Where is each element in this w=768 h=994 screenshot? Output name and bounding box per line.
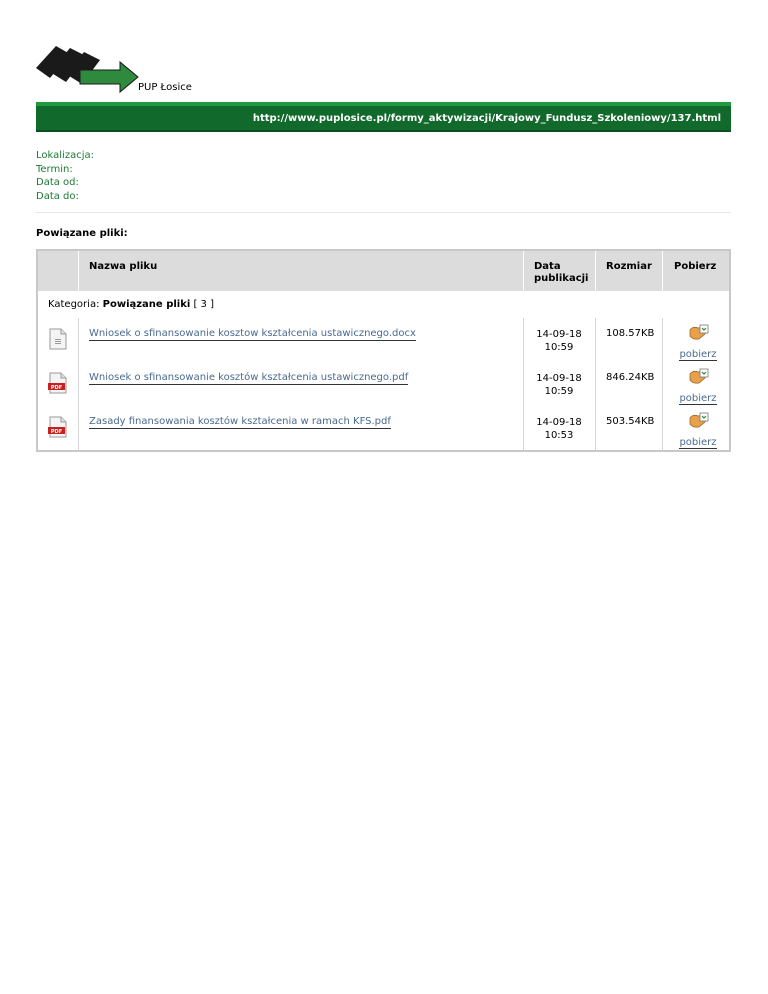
meta-term: Termin: <box>36 163 73 175</box>
download-icon[interactable] <box>687 324 709 342</box>
pdf-file-icon <box>48 416 68 438</box>
table-row <box>38 406 729 450</box>
cell-divider <box>662 406 663 450</box>
download-button[interactable] <box>674 368 722 405</box>
download-link[interactable]: pobierz <box>679 393 717 404</box>
table-header <box>38 251 729 291</box>
cell-divider <box>595 318 596 362</box>
download-icon[interactable] <box>687 368 709 386</box>
file-size: 108.57KB <box>606 328 655 339</box>
cell-divider <box>523 406 524 450</box>
table-row <box>38 362 729 406</box>
cell-divider <box>595 362 596 406</box>
doc-file-icon <box>48 328 68 350</box>
column-header-download: Pobierz <box>674 261 717 272</box>
cell-divider <box>78 406 79 450</box>
download-button[interactable] <box>674 324 722 361</box>
publication-date <box>526 416 592 442</box>
category-name: Powiązane pliki <box>102 299 191 310</box>
svg-text:PDF: PDF <box>50 428 63 435</box>
header-divider <box>523 251 524 291</box>
cell-divider <box>595 406 596 450</box>
time-value: 10:59 <box>544 386 574 397</box>
publication-date <box>526 328 592 354</box>
meta-date-from: Data od: <box>36 177 79 188</box>
event-meta <box>36 149 94 203</box>
time-value: 10:59 <box>544 342 574 353</box>
page-url: http://www.puplosice.pl/formy_aktywizacji/Krajowy_Fundusz_Szkoleniowy/137.html <box>252 113 721 124</box>
file-link[interactable]: Wniosek o sfinansowanie kosztow kształcenia ustawicznego.docx <box>89 328 416 339</box>
svg-text:PDF: PDF <box>50 384 63 391</box>
related-files-title: Powiązane pliki: <box>36 228 128 239</box>
category-row <box>48 299 214 310</box>
time-value: 10:53 <box>544 430 574 441</box>
column-header-date: Data publikacji <box>534 261 589 284</box>
cell-divider <box>78 318 79 362</box>
cell-divider <box>662 318 663 362</box>
header-divider <box>78 251 79 291</box>
url-banner <box>36 102 731 132</box>
meta-location: Lokalizacja: <box>36 150 94 161</box>
category-count: [ 3 ] <box>193 299 214 310</box>
cell-divider <box>523 318 524 362</box>
pdf-file-icon <box>48 372 68 394</box>
file-link[interactable]: Wniosek o sfinansowanie kosztów kształcenia ustawicznego.pdf <box>89 372 409 383</box>
download-icon[interactable] <box>687 412 709 430</box>
date-value: 14-09-18 <box>536 417 582 428</box>
meta-date-to: Data do: <box>36 190 79 202</box>
table-row <box>38 318 729 362</box>
date-value: 14-09-18 <box>536 329 582 340</box>
file-link[interactable]: Zasady finansowania kosztów kształcenia w ramach KFS.pdf <box>89 416 391 427</box>
column-header-size: Rozmiar <box>606 261 652 272</box>
publication-date <box>526 372 592 398</box>
cell-divider <box>662 362 663 406</box>
file-size: 846.24KB <box>606 372 655 383</box>
cell-divider <box>523 362 524 406</box>
download-link[interactable]: pobierz <box>679 349 717 360</box>
date-value: 14-09-18 <box>536 373 582 384</box>
category-label: Kategoria: <box>48 299 100 310</box>
download-button[interactable] <box>674 412 722 449</box>
file-size: 503.54KB <box>606 416 655 427</box>
column-header-name: Nazwa pliku <box>89 261 158 272</box>
cell-divider <box>78 362 79 406</box>
header-divider <box>662 251 663 291</box>
files-table <box>36 249 731 452</box>
divider <box>36 212 731 213</box>
logo-caption: PUP Łosice <box>138 82 192 93</box>
download-link[interactable]: pobierz <box>679 437 717 448</box>
header-divider <box>595 251 596 291</box>
